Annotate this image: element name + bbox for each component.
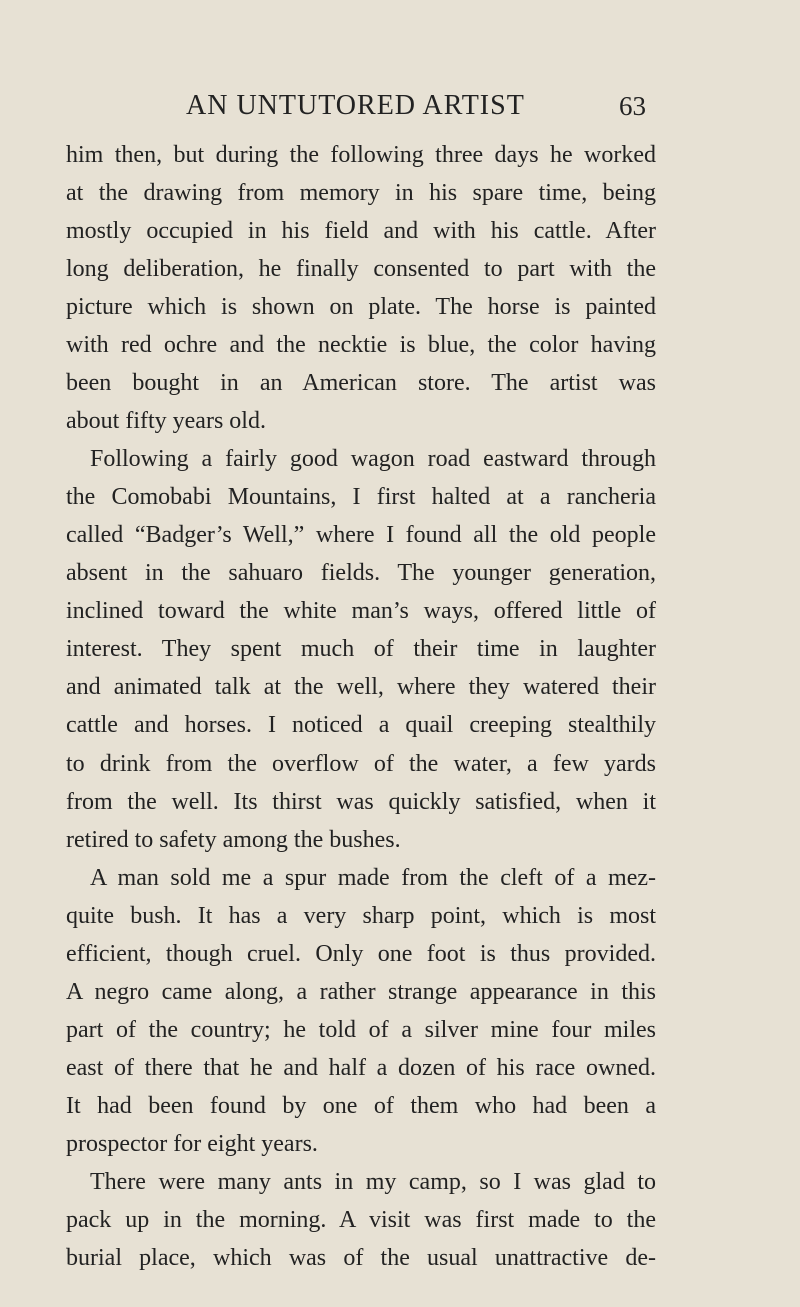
running-header [0,86,800,126]
text-line: long deliberation, he finally consented to part with the [66,256,656,283]
text-line: about fifty years old. [66,408,266,435]
text-line: There were many ants in my camp, so I was glad to [90,1168,656,1195]
text-line: and animated talk at the well, where they watered their [66,674,656,701]
text-line: absent in the sahuaro fields. The younger generation, [66,560,656,587]
body-text [66,136,656,1277]
page-number: 63 [619,91,646,121]
text-line: east of there that he and half a dozen of his race owned. [66,1054,656,1081]
text-line: A man sold me a spur made from the cleft of a mez- [90,864,656,891]
text-line: interest. They spent much of their time in laughter [66,636,656,663]
text-line: with red ochre and the necktie is blue, the color having [66,332,656,359]
text-line: Following a fairly good wagon road eastward through [90,446,656,473]
text-line: prospector for eight years. [66,1130,318,1157]
text-line: the Comobabi Mountains, I first halted at a rancheria [66,484,656,511]
text-line: mostly occupied in his field and with his cattle. After [66,218,656,245]
text-line: cattle and horses. I noticed a quail creeping stealthily [66,712,656,739]
text-line: at the drawing from memory in his spare time, being [66,180,656,207]
text-line: quite bush. It has a very sharp point, which is most [66,902,656,929]
text-line: from the well. Its thirst was quickly satisfied, when it [66,788,656,815]
text-line: called “Badger’s Well,” where I found all the old people [66,522,656,549]
text-line: to drink from the overflow of the water, a few yards [66,750,656,777]
text-line: pack up in the morning. A visit was first made to the [66,1206,656,1233]
text-line: inclined toward the white man’s ways, offered little of [66,598,656,625]
text-line: efficient, though cruel. Only one foot is thus provided. [66,940,656,967]
running-title: AN UNTUTORED ARTIST [186,90,525,121]
text-line: picture which is shown on plate. The horse is painted [66,294,656,321]
text-line: him then, but during the following three days he worked [66,142,656,168]
text-line: burial place, which was of the usual unattractive de- [66,1244,656,1271]
text-line: A negro came along, a rather strange appearance in this [66,978,656,1005]
text-line: retired to safety among the bushes. [66,826,401,853]
text-line: been bought in an American store. The artist was [66,370,656,397]
text-line: It had been found by one of them who had been a [66,1092,656,1119]
text-line: part of the country; he told of a silver mine four miles [66,1016,656,1043]
